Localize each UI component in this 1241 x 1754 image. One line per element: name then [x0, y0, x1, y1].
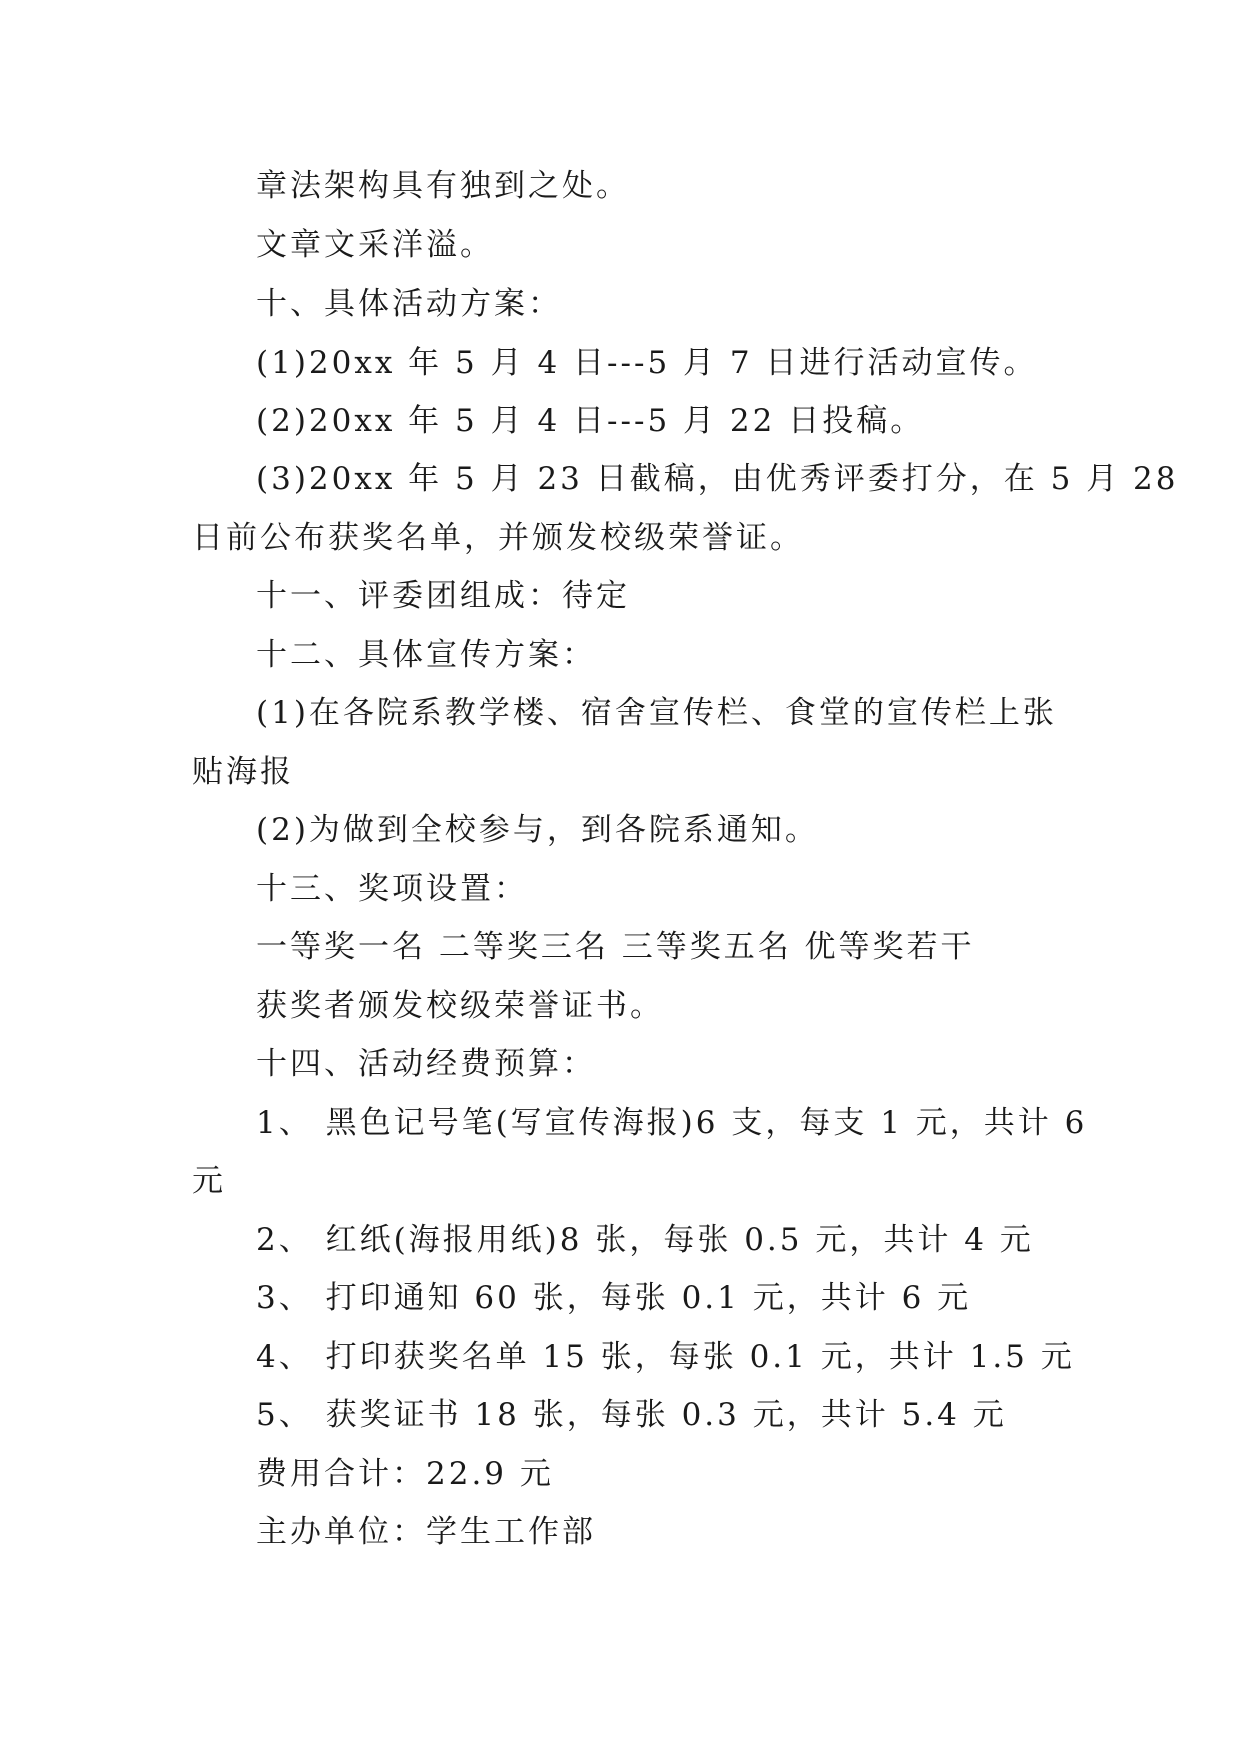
text-line: 一等奖一名 二等奖三名 三等奖五名 优等奖若干: [256, 929, 975, 965]
text-line: (2)为做到全校参与，到各院系通知。: [256, 812, 819, 848]
section-heading: 十一、评委团组成：待定: [256, 578, 630, 614]
text-line: (2)20xx 年 5 月 4 日---5 月 22 日投稿。: [256, 403, 925, 439]
budget-total: 费用合计：22.9 元: [256, 1456, 554, 1492]
text-line: 日前公布获奖名单，并颁发校级荣誉证。: [192, 520, 804, 556]
budget-item: 4、 打印获奖名单 15 张，每张 0.1 元，共计 1.5 元: [256, 1339, 1075, 1375]
text-line: 元: [192, 1163, 226, 1199]
text-line: 文章文采洋溢。: [256, 227, 494, 263]
budget-item: 1、 黑色记号笔(写宣传海报)6 支，每支 1 元，共计 6: [256, 1105, 1088, 1141]
section-heading: 十二、具体宣传方案：: [256, 637, 596, 673]
section-heading: 十三、奖项设置：: [256, 871, 528, 907]
text-line: 获奖者颁发校级荣誉证书。: [256, 988, 664, 1024]
text-line: (3)20xx 年 5 月 23 日截稿，由优秀评委打分，在 5 月 28: [256, 461, 1179, 497]
budget-item: 5、 获奖证书 18 张，每张 0.3 元，共计 5.4 元: [256, 1397, 1007, 1433]
budget-item: 3、 打印通知 60 张，每张 0.1 元，共计 6 元: [256, 1280, 972, 1316]
text-line: 贴海报: [192, 754, 294, 790]
section-heading: 十、具体活动方案：: [256, 286, 562, 322]
section-heading: 十四、活动经费预算：: [256, 1046, 596, 1082]
budget-item: 2、 红纸(海报用纸)8 张，每张 0.5 元，共计 4 元: [256, 1222, 1034, 1258]
text-line: (1)20xx 年 5 月 4 日---5 月 7 日进行活动宣传。: [256, 345, 1038, 381]
text-line: (1)在各院系教学楼、宿舍宣传栏、食堂的宣传栏上张: [256, 695, 1057, 731]
text-line: 章法架构具有独到之处。: [256, 168, 630, 204]
organizer: 主办单位：学生工作部: [256, 1514, 596, 1550]
